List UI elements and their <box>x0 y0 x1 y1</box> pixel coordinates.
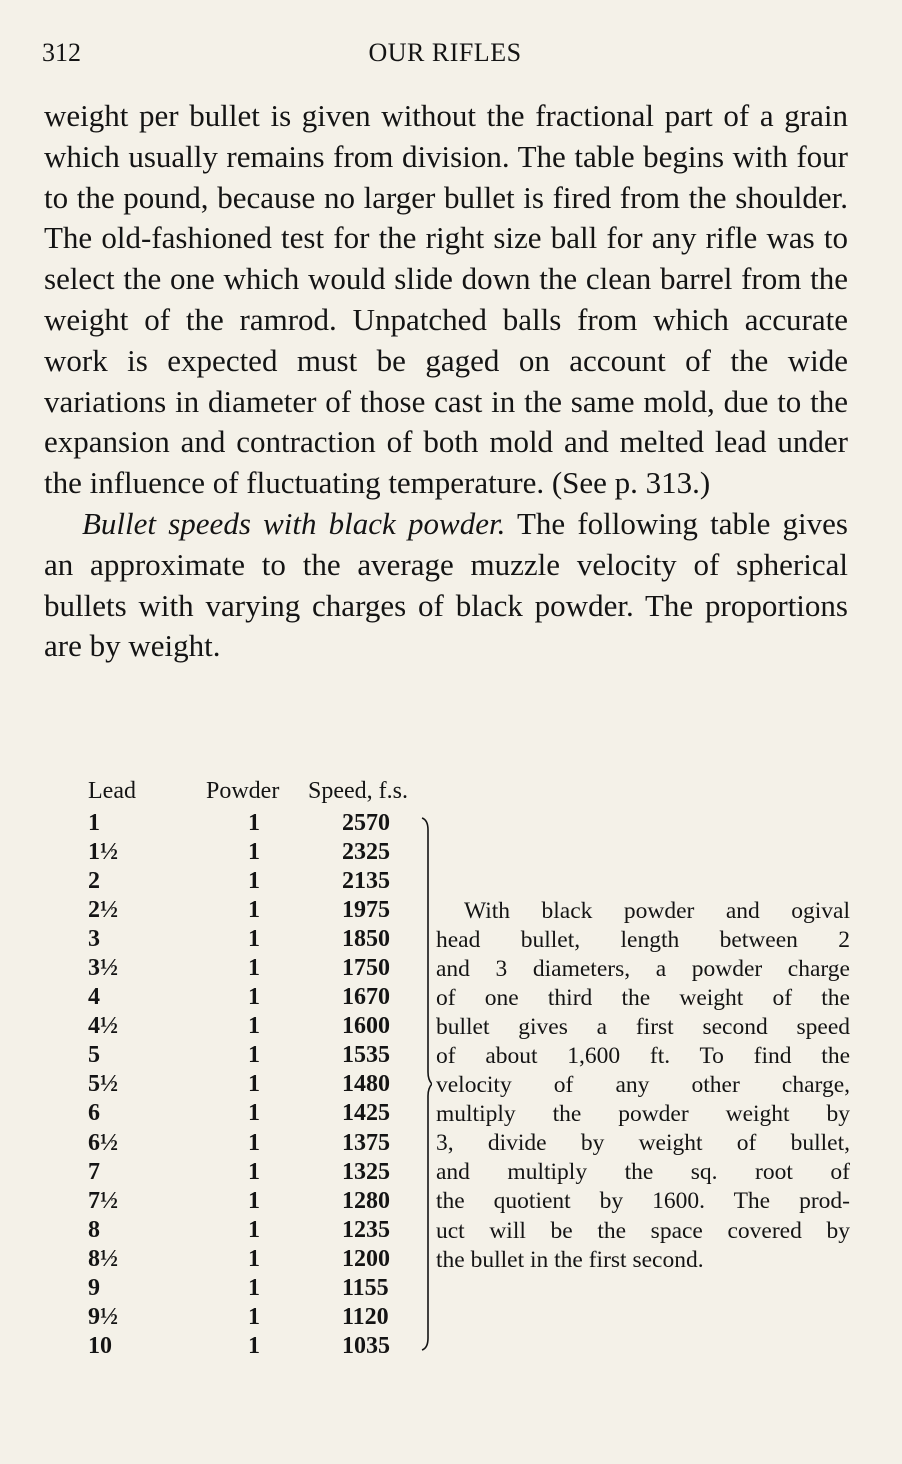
speed-cell: 1750 <box>342 955 390 982</box>
note-line: and 3 diameters, a powder charge <box>436 956 850 983</box>
lead-cell: 2½ <box>88 897 118 924</box>
note-line: and multiply the sq. root of <box>436 1159 850 1186</box>
powder-cell: 1 <box>248 1158 260 1185</box>
note-line: the quotient by 1600. The prod- <box>436 1188 850 1215</box>
powder-cell: 1 <box>248 1042 260 1069</box>
powder-cell: 1 <box>248 1187 260 1214</box>
paragraph-2 <box>44 504 848 667</box>
table-row <box>86 1246 442 1275</box>
note-line: of about 1,600 ft. To find the <box>436 1043 850 1070</box>
table-row <box>86 926 442 955</box>
lead-cell: 5½ <box>88 1071 118 1098</box>
powder-cell: 1 <box>248 926 260 953</box>
table-row <box>86 1013 442 1042</box>
lead-cell: 6½ <box>88 1129 118 1156</box>
lead-cell: 6 <box>88 1100 100 1127</box>
lead-cell: 3½ <box>88 955 118 982</box>
lead-cell: 4 <box>88 984 100 1011</box>
speed-cell: 1480 <box>342 1071 390 1098</box>
speed-cell: 1280 <box>342 1187 390 1214</box>
page-number: 312 <box>42 38 81 67</box>
speed-cell: 1120 <box>342 1303 389 1330</box>
speed-cell: 1200 <box>342 1245 390 1272</box>
table-row <box>86 1100 442 1129</box>
note-line: of one third the weight of the <box>436 985 850 1012</box>
note-line: multiply the powder weight by <box>436 1101 850 1128</box>
speed-cell: 2325 <box>342 839 390 866</box>
speed-cell: 1535 <box>342 1042 390 1069</box>
speed-cell: 1155 <box>342 1274 389 1301</box>
column-header-lead: Lead <box>88 778 136 804</box>
table-row <box>86 1130 442 1159</box>
note-line: With black powder and ogival <box>464 898 850 924</box>
running-head: OUR RIFLES <box>368 38 522 67</box>
speed-cell: 1850 <box>342 926 390 953</box>
lead-cell: 5 <box>88 1042 100 1069</box>
table-row <box>86 984 442 1013</box>
powder-cell: 1 <box>248 1332 260 1359</box>
lead-cell: 4½ <box>88 1013 118 1040</box>
lead-cell: 2 <box>88 868 100 895</box>
powder-cell: 1 <box>248 810 260 836</box>
table-row <box>86 868 442 897</box>
paragraph-1: weight per bullet is given without the fractional part of a grain which usually remains from division. The table begins with four to the pound, because no larger bullet is fired from the shoulder. The old-fashioned test for the right size ball for any rifle was to select the one which would slide down the clean barrel from the weight of the ramrod. Unpatched balls from which accurate work is expected must be gaged on account of the wide variations in diameter of those cast in the same mold, due to the expansion and contraction of both mold and melted lead under the influence of fluctuating temperature. (See p. 313.) <box>44 98 848 501</box>
paragraph-2-text: The following table gives an approximate to the average muzzle velocity of spherical bullets with varying charges of black powder. The proportions are by weight. <box>44 505 848 664</box>
powder-cell: 1 <box>248 1071 260 1098</box>
lead-cell: 3 <box>88 926 100 953</box>
speed-cell: 1975 <box>342 897 390 924</box>
table-row <box>86 1275 442 1304</box>
powder-cell: 1 <box>248 1100 260 1127</box>
powder-cell: 1 <box>248 1274 260 1301</box>
note-line: head bullet, length between 2 <box>436 927 850 954</box>
column-header-powder: Powder <box>206 778 280 804</box>
table-row <box>86 1217 442 1246</box>
speed-cell: 1375 <box>342 1129 390 1156</box>
body-text <box>44 96 848 667</box>
powder-cell: 1 <box>248 1245 260 1272</box>
speed-cell: 1670 <box>342 984 390 1011</box>
powder-cell: 1 <box>248 1129 260 1156</box>
table-row <box>86 897 442 926</box>
lead-cell: 9½ <box>88 1303 118 1330</box>
table-row <box>86 1159 442 1188</box>
note-line: 3, divide by weight of bullet, <box>436 1130 850 1157</box>
column-header-speed: Speed, f.s. <box>308 778 408 804</box>
table-row <box>86 1304 442 1333</box>
lead-cell: 9 <box>88 1274 100 1301</box>
page-header <box>42 38 848 78</box>
powder-cell: 1 <box>248 1303 260 1330</box>
lead-cell: 10 <box>88 1332 112 1359</box>
speed-cell: 1325 <box>342 1158 390 1185</box>
side-note <box>436 897 850 1275</box>
speed-cell: 1600 <box>342 1013 390 1040</box>
speed-cell: 1035 <box>342 1332 390 1359</box>
table-row <box>86 810 442 839</box>
powder-cell: 1 <box>248 1013 260 1040</box>
powder-cell: 1 <box>248 868 260 895</box>
powder-cell: 1 <box>248 897 260 924</box>
table-row <box>86 1188 442 1217</box>
lead-cell: 8½ <box>88 1245 118 1272</box>
speed-cell: 2570 <box>342 810 390 836</box>
table-row <box>86 839 442 868</box>
speed-cell: 2135 <box>342 868 390 895</box>
table-row <box>86 1071 442 1100</box>
table-row <box>86 1333 442 1362</box>
lead-cell: 1½ <box>88 839 118 866</box>
lead-cell: 7 <box>88 1158 100 1185</box>
table-body <box>86 810 442 1362</box>
lead-cell: 7½ <box>88 1187 118 1214</box>
note-line: the bullet in the first second. <box>436 1246 704 1273</box>
powder-cell: 1 <box>248 984 260 1011</box>
table-row <box>86 955 442 984</box>
lead-cell: 1 <box>88 810 100 836</box>
note-line: bullet gives a first second speed <box>436 1014 850 1041</box>
speed-cell: 1425 <box>342 1100 390 1127</box>
powder-cell: 1 <box>248 839 260 866</box>
speed-cell: 1235 <box>342 1216 390 1243</box>
powder-cell: 1 <box>248 1216 260 1243</box>
note-line: uct will be the space covered by <box>436 1217 850 1244</box>
brace-icon <box>420 814 432 1354</box>
table-row <box>86 1042 442 1071</box>
section-heading: Bullet speeds with black powder. <box>82 505 506 541</box>
note-line: velocity of any other charge, <box>436 1072 850 1099</box>
powder-cell: 1 <box>248 955 260 982</box>
lead-cell: 8 <box>88 1216 100 1243</box>
